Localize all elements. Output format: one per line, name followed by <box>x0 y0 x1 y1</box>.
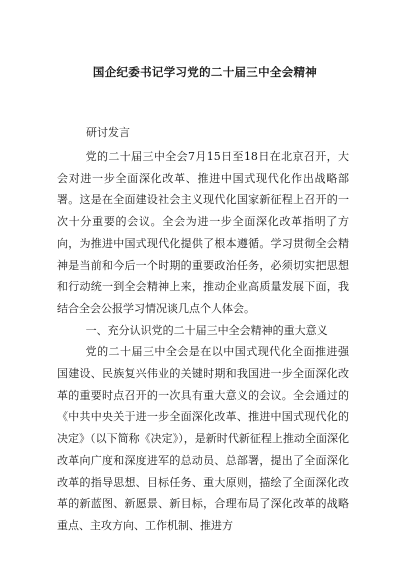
paragraph-intro: 党的二十届三中全会7月15日至18日在北京召开，大会对进一步全面深化改革、推进中国式现代化作出战略部署。这是在全面建设社会主义现代化国家新征程上召开的一次十分重要的会议。全会为进一步全面深化改革指明了方向，为推进中国式现代化提供了根本遵循。学习贯彻全会精神是当前和今后一个时期的重要政治任务，必须切实把思想和行动统一到全会精神上来，推动企业高质量发展下面，我结合全会公报学习情况谈几点个人体会。 <box>57 150 349 315</box>
document-title: 国企纪委书记学习党的二十届三中全会精神 <box>92 65 318 79</box>
section-heading: 一、充分认识党的二十届三中全会精神的重大意义 <box>85 323 328 337</box>
paragraph-significance: 党的二十届三中全会是在以中国式现代化全面推进强国建设、民族复兴伟业的关键时期和我国进一步全面深化改革的重要时点召开的一次具有重大意义的会议。全会通过的《中共中央关于进一步全面深化改革、推进中国式现代化的决定》（以下简称《决定》），是新时代新征程上推动全面深化改革向广度和深度进军的总动员、总部署，提出了全面深化改革的指导思想、目标任务、重大原则，描绘了全面深化改革的新蓝图、新愿景、新目标，合理布局了深化改革的战略重点、主攻方向、工作机制、推进方 <box>57 345 349 532</box>
document-label: 研讨发言 <box>86 126 130 139</box>
document-body <box>57 146 349 537</box>
